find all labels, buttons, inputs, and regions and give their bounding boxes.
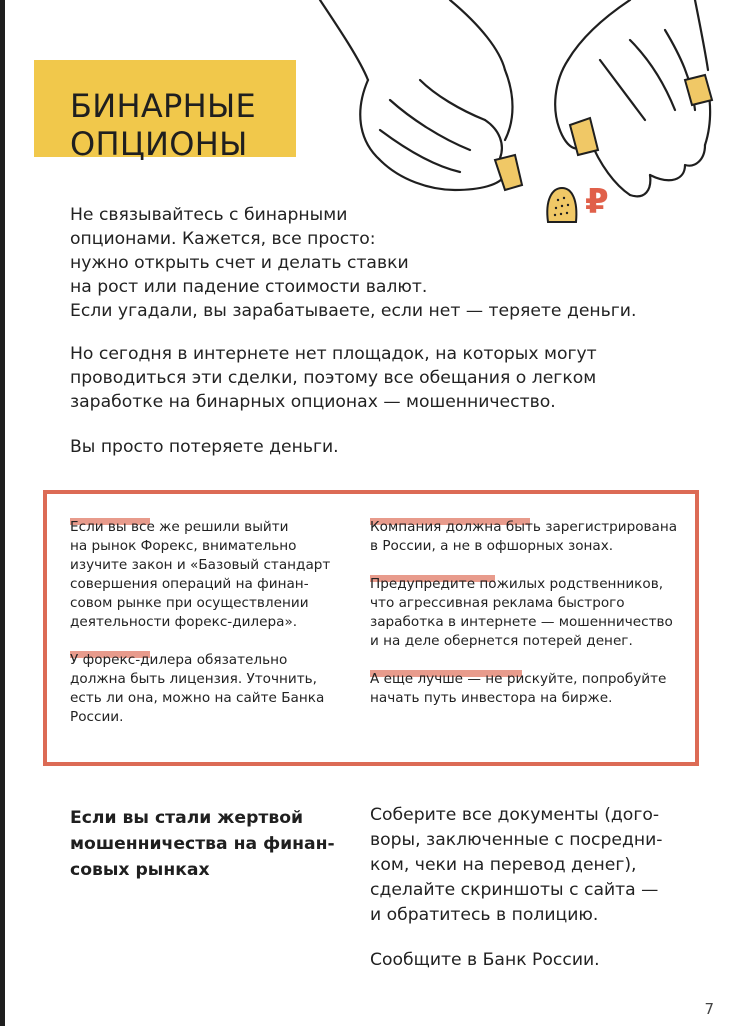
note-warn-relatives: Предупредите пожилых родственников, что агрессивная реклама быстрого заработка в интернете — мошенничество и на деле обернется потерей денег. [370, 576, 673, 649]
page-title [70, 87, 330, 163]
note-registration: Компания должна быть зарегистрирована в России, а не в офшорных зонах. [370, 519, 678, 554]
ruble-icon: ₽ [585, 182, 609, 222]
fraud-paragraph: Но сегодня в интернете нет площадок, на которых могут проводиться эти сделки, поэтому все обещания о легком заработке на бинарных опционах — мошенничество. [70, 344, 597, 412]
title-line: ОПЦИОНЫ [70, 125, 248, 163]
note-dont-risk: А еще лучше — не рискуйте, попробуйте начать путь инвестора на бирже. [370, 671, 667, 706]
page-number: 7 [704, 1000, 714, 1018]
victim-heading: Если вы стали жертвой мошенничества на финан- совых рынках [70, 808, 335, 880]
note-forex-law: Если вы все же решили выйти на рынок Форекс, внимательно изучите закон и «Базовый стандарт совершения операций на финан- совом рынке при осуществлении деятельности форекс-дилера». [70, 519, 331, 630]
page-left-edge [0, 0, 5, 1026]
hands-thimbles-illustration [300, 0, 742, 235]
victim-actions: Соберите все документы (дого- воры, заключенные с посредни- ком, чеки на перевод денег), сделайте скриншоты с сайта — и обратитесь в полицию. Сообщите в Банк России. [370, 805, 663, 970]
intro-paragraph: Не связывайтесь с бинарными опционами. Кажется, все просто: нужно открыть счет и делать ставки на рост или падение стоимости валют. Если угадали, вы зарабатываете, если нет — теряете деньги. [70, 205, 637, 321]
note-license: У форекс-дилера обязательно должна быть лицензия. Уточнить, есть ли она, можно на сайте Банка России. [70, 652, 325, 725]
title-line: БИНАРНЫЕ [70, 87, 257, 125]
loss-paragraph: Вы просто потеряете деньги. [70, 437, 339, 457]
